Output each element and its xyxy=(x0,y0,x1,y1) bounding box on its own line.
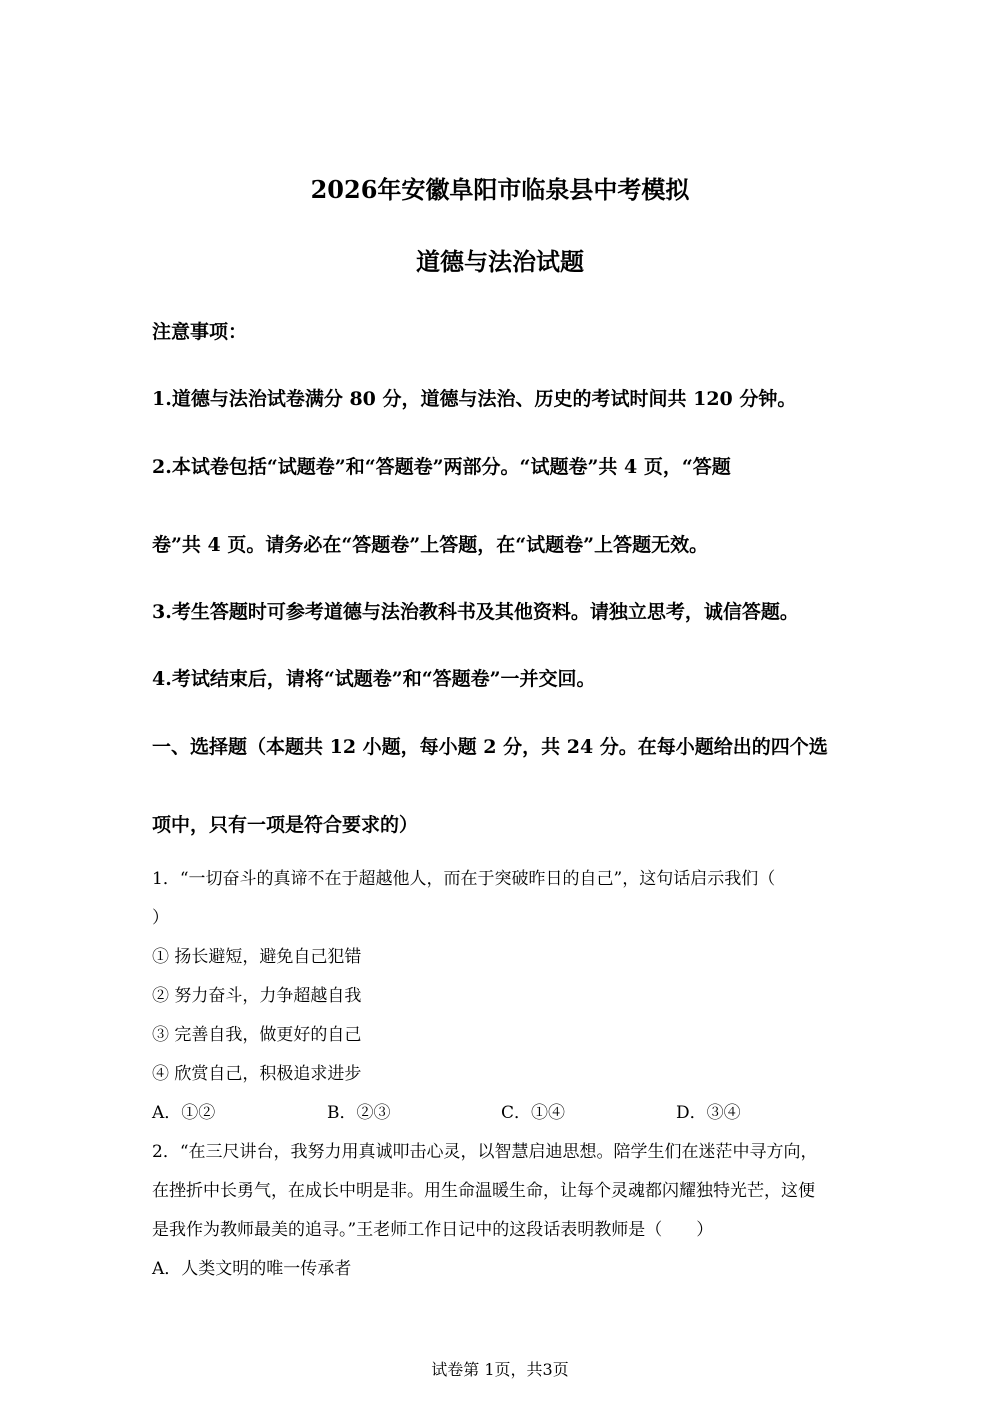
question-1-statement-3: ③ 完善自我，做更好的自己 xyxy=(152,1025,362,1045)
question-2-stem-line-1: 2．“在三尺讲台，我努力用真诚叩击心灵，以智慧启迪思想。陪学生们在迷茫中寻方向， xyxy=(152,1142,818,1162)
question-1-option-a: A．①② xyxy=(152,1103,216,1123)
question-1-stem-line-1: 1．“一切奋斗的真谛不在于超越他人，而在于突破昨日的自己”，这句话启示我们（ xyxy=(152,869,776,889)
notice-item-3: 3.考生答题时可参考道德与法治教科书及其他资料。请独立思考，诚信答题。 xyxy=(152,601,799,623)
question-2-stem-line-3: 是我作为教师最美的追寻。”王老师工作日记中的这段话表明教师是（ ） xyxy=(152,1220,714,1240)
question-1-stem-line-2: ） xyxy=(152,908,169,928)
section-heading-line-1: 一、选择题（本题共 12 小题，每小题 2 分，共 24 分。在每小题给出的四个选 xyxy=(152,736,828,758)
page-subtitle: 道德与法治试题 xyxy=(416,247,584,276)
question-1-option-c: C．①④ xyxy=(501,1103,566,1123)
notice-item-2-line-2: 卷”共 4 页。请务必在“答题卷”上答题，在“试题卷”上答题无效。 xyxy=(152,534,709,556)
question-1-option-d: D．③④ xyxy=(676,1103,741,1123)
notice-item-1: 1.道德与法治试卷满分 80 分，道德与法治、历史的考试时间共 120 分钟。 xyxy=(152,388,797,410)
notice-item-2-line-1: 2.本试卷包括“试题卷”和“答题卷”两部分。“试题卷”共 4 页，“答题 xyxy=(152,456,731,478)
page-footer: 试卷第 1页，共3页 xyxy=(431,1360,569,1379)
question-1-statement-2: ② 努力奋斗，力争超越自我 xyxy=(152,986,362,1006)
page-title: 2026年安徽阜阳市临泉县中考模拟 xyxy=(310,175,690,204)
notice-item-4: 4.考试结束后，请将“试题卷”和“答题卷”一并交回。 xyxy=(152,668,596,690)
question-2-stem-line-2: 在挫折中长勇气，在成长中明是非。用生命温暖生命，让每个灵魂都闪耀独特光芒，这便 xyxy=(152,1181,815,1201)
notice-heading: 注意事项： xyxy=(152,321,248,343)
section-heading-line-2: 项中，只有一项是符合要求的） xyxy=(152,814,419,836)
question-1-statement-1: ① 扬长避短，避免自己犯错 xyxy=(152,947,362,967)
question-1-statement-4: ④ 欣赏自己，积极追求进步 xyxy=(152,1064,362,1084)
question-1-option-b: B．②③ xyxy=(327,1103,391,1123)
question-2-option-a: A．人类文明的唯一传承者 xyxy=(152,1259,352,1279)
